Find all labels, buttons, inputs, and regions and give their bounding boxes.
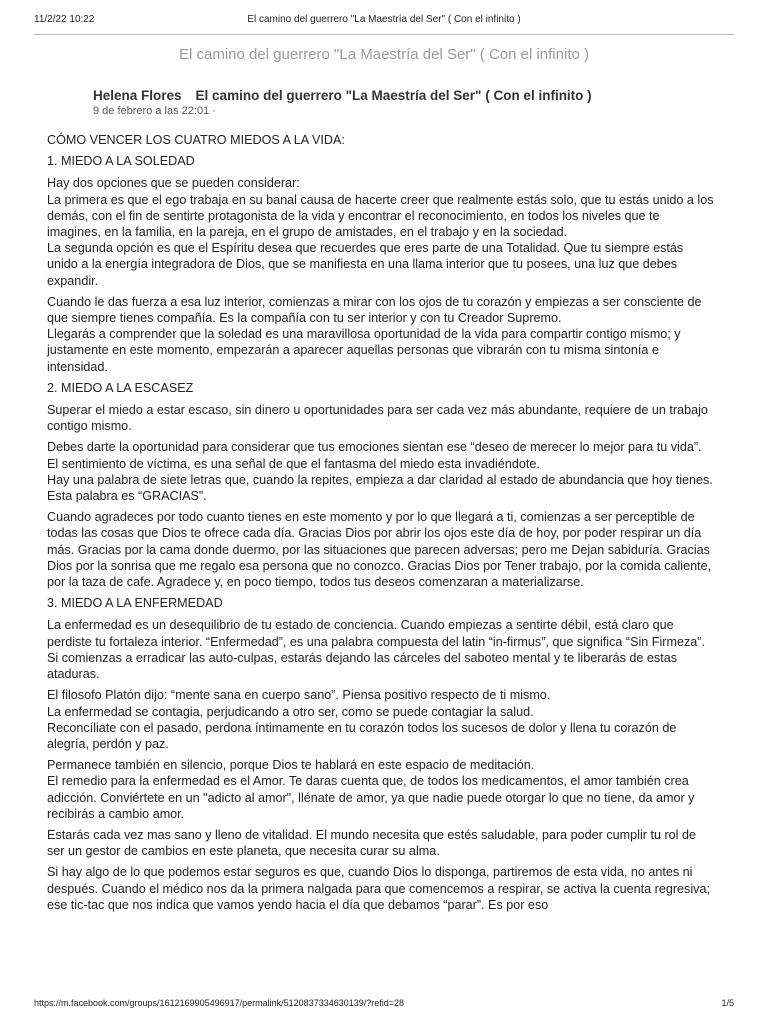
print-footer bbox=[34, 998, 734, 1012]
post-paragraph: La enfermedad es un desequilibrio de tu estado de conciencia. Cuando empiezas a sentirte débil, está claro que perdiste tu fortaleza interior. “Enfermedad”, es una palabra compuesta del latin “in-firmus”, que significa “Sin Firmeza”. Si comienzas a erradicar las auto-culpas, estarás dejando las cárceles del saboteo mental y te liberarás de estas ataduras. bbox=[47, 618, 705, 682]
print-header bbox=[34, 14, 734, 28]
post-paragraph: Si hay algo de lo que podemos estar seguros es que, cuando Dios lo disponga, partiremos de esta vida, no antes ni después. Cuando el médico nos da la primera nalgada para que comencemos a respirar, se activa la cuenta regresiva; ese tic-tac que nos indica que vamos yendo hacia el día que debamos “parar”. Es por eso bbox=[47, 865, 710, 912]
print-date: 11/2/22 10:22 bbox=[34, 14, 95, 25]
post-paragraph: Permanece también en silencio, porque Dios te hablará en este espacio de meditación. El remedio para la enfermedad es el Amor. Te daras cuenta que, de todos los medicamentos, el amor también crea adicción. Conviértete en un "adicto al amor", llénate de amor, ya que nadie puede otorgar lo que no tiene, da amor y recibirás a cambio amor. bbox=[47, 758, 695, 821]
section-heading: 3. MIEDO A LA ENFERMEDAD bbox=[47, 596, 223, 611]
author-name[interactable]: Helena Flores bbox=[93, 88, 182, 103]
post-paragraph: Cuando agradeces por todo cuanto tienes en este momento y por lo que llegará a ti, comienzas a ser perceptible de todas las cosas que Dios te ofrece cada día. Gracias Dios por abrir los ojos este día de hoy, por poder respirar un día más. Gracias por la cama donde duermo, por las situaciones que parecen adversas; pero me Dejan sabiduría. Gracias Dios por la sonrisa que me regalo esa persona que no conozco. Gracias Dios por Tener trabajo, por la comida caliente, por la taza de cafe. Agradece y, en poco tiempo, todos tus deseos comenzaran a materializarse. bbox=[47, 510, 712, 590]
post-paragraph: Debes darte la oportunidad para considerar que tus emociones sientan ese “deseo de merecer lo mejor para tu vida”. El sentimiento de víctima, es una señal de que el fantasma del miedo esta invadiéndote. Hay una palabra de siete letras que, cuando la repites, empieza a dar claridad al estado de abundancia que hoy tienes. Esta palabra es “GRACIAS”. bbox=[47, 440, 713, 504]
header-divider bbox=[34, 34, 734, 35]
post-header bbox=[93, 88, 728, 117]
post-paragraph: Superar el miedo a estar escaso, sin dinero u oportunidades para ser cada vez más abundante, requiere de un trabajo contigo mismo. bbox=[47, 403, 708, 434]
post-timestamp[interactable]: 9 de febrero a las 22:01 · bbox=[93, 105, 216, 117]
post-title: El camino del guerrero "La Maestría del Ser" ( Con el infinito ) bbox=[195, 88, 592, 103]
post-paragraph: Hay dos opciones que se pueden considerar: La primera es que el ego trabaja en su banal causa de hacerte creer que realmente estás solo, que tu estás unido a los demás, con el fin de sentirte protagonista de la vida y encontrar el reconocimiento, en todos los niveles que te imagines, en la familia, en la pareja, en el grupo de amistades, en el trabajo y en la sociedad. La segunda opción es que el Espíritu desea que recuerdes que eres parte de una Totalidad. Que tu siempre estás unido a la energía integradora de Dios, que se manifiesta en una llama interior que tu posees, una luz que debes expandir. bbox=[47, 176, 714, 288]
post-paragraph: Cuando le das fuerza a esa luz interior, comienzas a mirar con los ojos de tu corazón y empiezas a ser consciente de que siempre tienes compañía. Es la compañía con tu ser interior y con tu Creador Supremo. Llegarás a comprender que la soledad es una maravillosa oportunidad de la vida para compartir contigo mismo; y justamente en este momento, empezarán a aparecer aquellas personas que vibrarán con tu misma sintonía e intensidad. bbox=[47, 294, 702, 374]
page-number: 1/5 bbox=[721, 998, 734, 1008]
post-paragraph: CÓMO VENCER LOS CUATRO MIEDOS A LA VIDA: bbox=[47, 133, 345, 147]
section-heading: 2. MIEDO A LA ESCASEZ bbox=[47, 380, 194, 395]
page-url: https://m.facebook.com/groups/1612169905496917/permalink/5120837334630139/?refid=28 bbox=[34, 998, 405, 1008]
post-author-line bbox=[93, 88, 728, 103]
post-paragraph: El filosofo Platón dijo: “mente sana en cuerpo sano”. Piensa positivo respecto de ti mismo. La enfermedad se contagia, perjudicando a otro ser, como se puede contagiar la salud. Reconcíliate con el pasado, perdona íntimamente en tu corazón todos los sucesos de dolor y llena tu corazón de alegría, perdón y paz. bbox=[47, 688, 677, 751]
group-title[interactable]: El camino del guerrero "La Maestría del Ser" ( Con el infinito ) bbox=[178, 46, 589, 63]
section-heading: 1. MIEDO A LA SOLEDAD bbox=[47, 154, 195, 169]
post-body bbox=[47, 132, 714, 918]
print-title: El camino del guerrero "La Maestría del Ser" ( Con el infinito ) bbox=[247, 14, 521, 25]
post-paragraph: Estarás cada vez mas sano y lleno de vitalidad. El mundo necesita que estés saludable, para poder cumplir tu rol de ser un gestor de cambios en este planeta, que necesita curar su alma. bbox=[47, 827, 696, 859]
